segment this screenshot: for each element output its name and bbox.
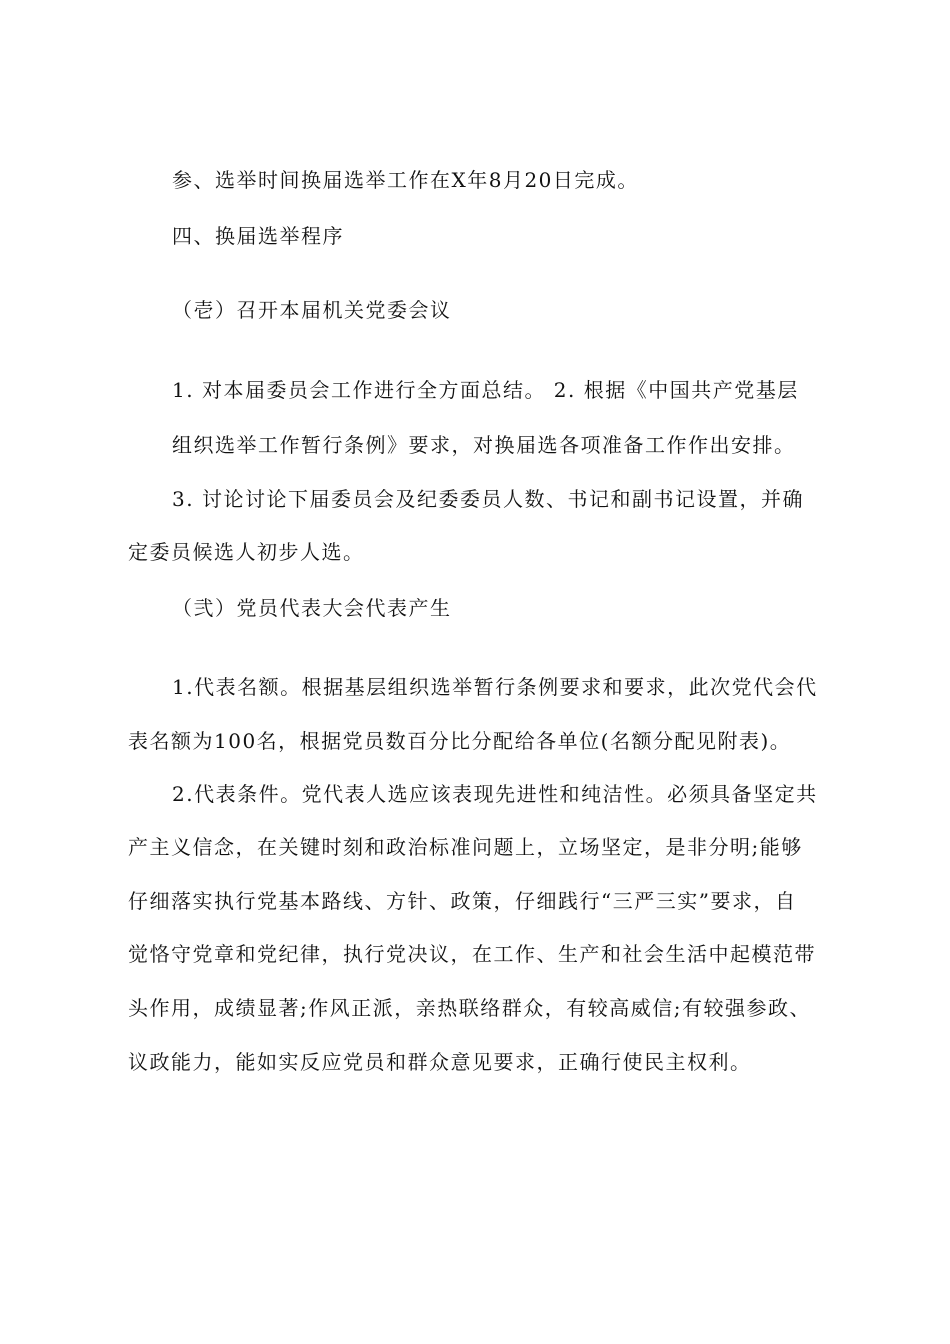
paragraph-line: 产主义信念，在关键时刻和政治标准问题上，立场坚定，是非分明;能够 (128, 835, 803, 859)
paragraph-line: 仔细落实执行党基本路线、方针、政策，仔细践行“三严三实”要求，自 (128, 889, 797, 913)
section-4-heading: 四、换届选举程序 (172, 224, 344, 248)
paragraph-line: 表名额为100名，根据党员数百分比分配给各单位(名额分配见附表)。 (128, 729, 792, 753)
paragraph-line: 1.代表名额。根据基层组织选举暂行条例要求和要求，此次党代会代 (172, 675, 818, 699)
subsection-2-heading: （弐）党员代表大会代表产生 (172, 596, 452, 620)
paragraph-line: 2.代表条件。党代表人选应该表现先进性和纯洁性。必须具备坚定共 (172, 782, 818, 806)
paragraph-line: 1. 对本届委员会工作进行全方面总结。 2. 根据《中国共产党基层 (172, 378, 799, 402)
paragraph-line: 议政能力，能如实反应党员和群众意见要求，正确行使民主权利。 (128, 1050, 752, 1074)
paragraph-line: 3. 讨论讨论下届委员会及纪委委员人数、书记和副书记设置，并确 (172, 487, 804, 511)
subsection-1-heading: （壱）召开本届机关党委会议 (172, 298, 452, 322)
paragraph-line: 组织选举工作暂行条例》要求，对换届选各项准备工作作出安排。 (172, 433, 796, 457)
paragraph-line: 头作用，成绩显著;作风正派，亲热联络群众，有较高威信;有较强参政、 (128, 996, 811, 1020)
paragraph-line: 定委员候选人初步人选。 (128, 540, 365, 564)
paragraph-line: 觉恪守党章和党纪律，执行党决议，在工作、生产和社会生活中起模范带 (128, 942, 816, 966)
section-3-election-time: 参、选举时间换届选举工作在X年8月20日完成。 (172, 168, 639, 192)
